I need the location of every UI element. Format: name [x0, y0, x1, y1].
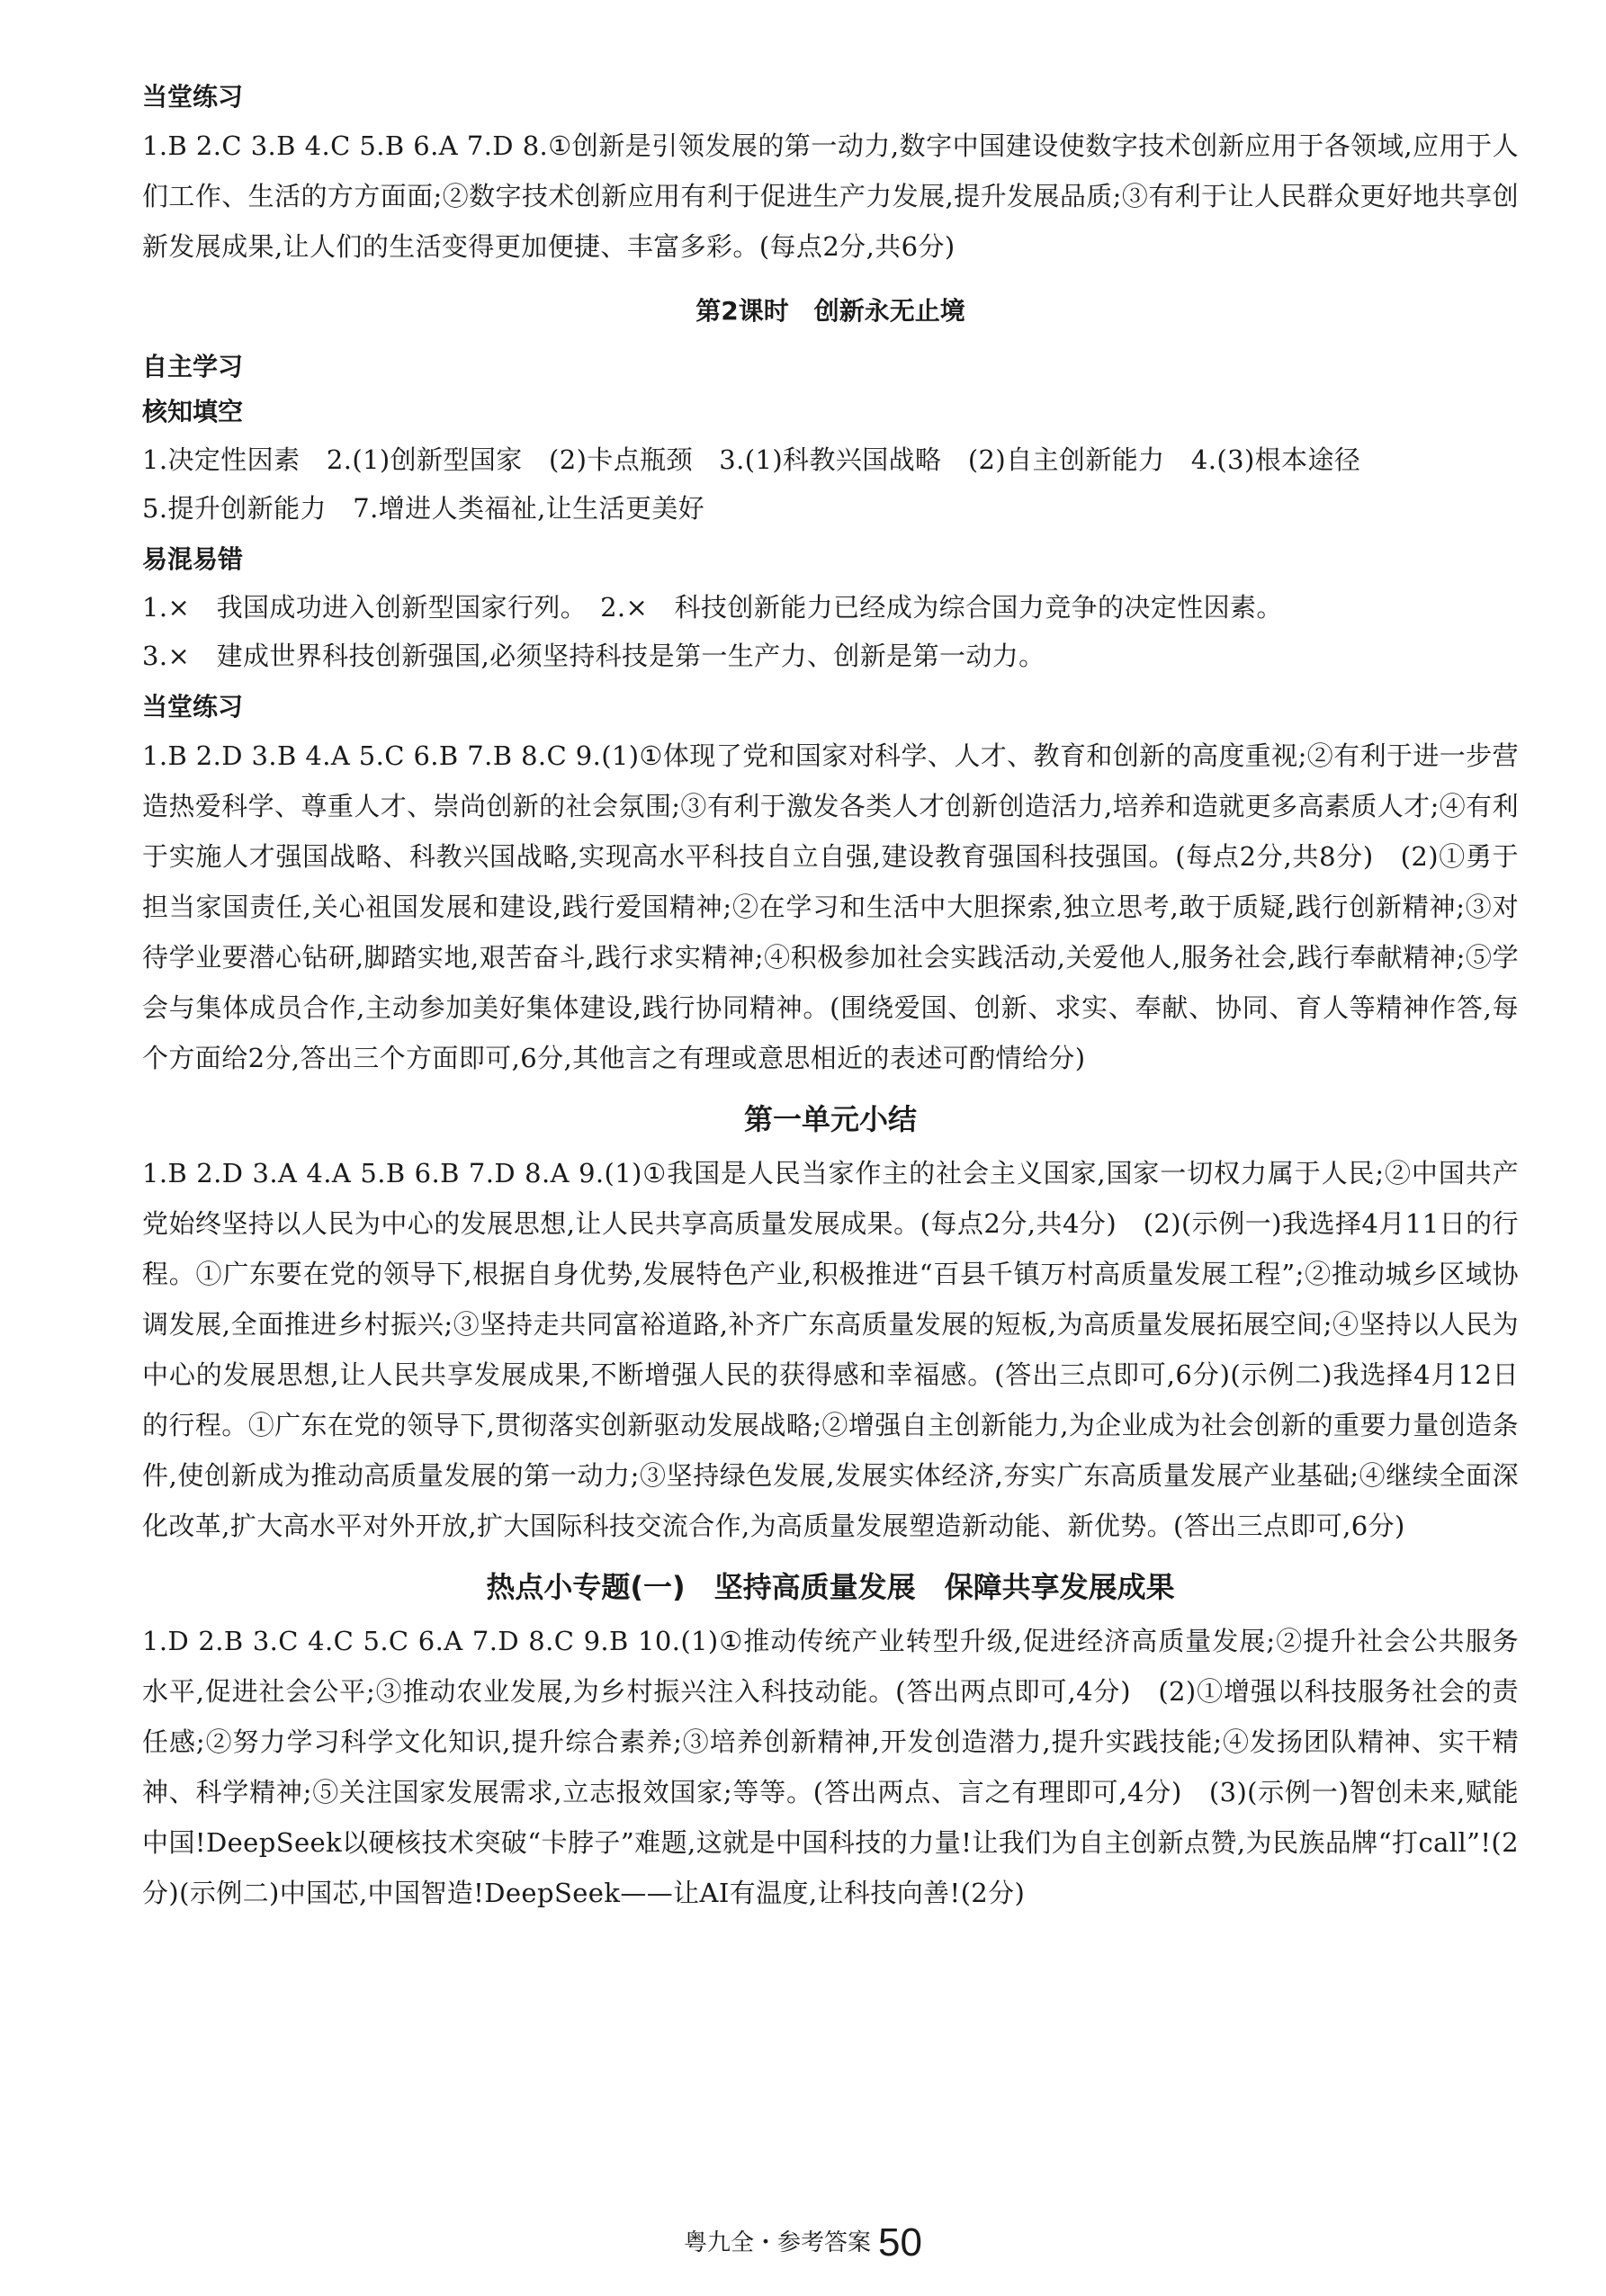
lesson-2-title: 第2课时 创新永无止境	[695, 296, 965, 326]
practice-1-answers: 1.B 2.C 3.B 4.C 5.B 6.A 7.D 8.①创新是引领发展的第一动力,数字中国建设使数字技术创新应用于各领域,应用于人们工作、生活的方方面面;②数字技术创新应用有利于促进生产力发展,提升发展品质;③有利于让人民群众更好地共享创新发展成果,让人们的生活变得更加便捷、丰富多彩。(每点2分,共6分)	[142, 130, 1519, 262]
section-label-fill-blank: 核知填空	[142, 397, 244, 426]
hot-topic-answers: 1.D 2.B 3.C 4.C 5.C 6.A 7.D 8.C 9.B 10.(1)①推动传统产业转型升级,促进经济高质量发展;②提升社会公共服务水平,促进社会公平;③推动农业发展,为乡村振兴注入科技动能。(答出两点即可,4分) (2)①增强以科技服务社会的责任感;②努力学习科学文化知识,提升综合素养;③培养创新精神,开发创造潜力,提升实践技能;④发扬团队精神、实干精神、科学精神;⑤关注国家发展需求,立志报效国家;等等。(答出两点、言之有理即可,4分) (3)(示例一)智创未来,赋能中国!DeepSeek以硬核技术突破“卡脖子”难题,这就是中国科技的力量!让我们为自主创新点赞,为民族品牌“打call”!(2分)(示例二)中国芯,中国智造!DeepSeek——让AI有温度,让科技向善!(2分)	[142, 1626, 1519, 1908]
fill-blank-line-1: 1.决定性因素 2.(1)创新型国家 (2)卡点瓶颈 3.(1)科教兴国战略 (2)自主创新能力 4.(3)根本途径	[142, 444, 1361, 475]
footer-label: 粤九全・参考答案	[684, 2229, 872, 2256]
fill-blank-line-2: 5.提升创新能力 7.增进人类福祉,让生活更美好	[142, 493, 705, 524]
practice-2-answers: 1.B 2.D 3.B 4.A 5.C 6.B 7.B 8.C 9.(1)①体现了党和国家对科学、人才、教育和创新的高度重视;②有利于进一步营造热爱科学、尊重人才、崇尚创新的社会氛围;③有利于激发各类人才创新创造活力,培养和造就更多高素质人才;④有利于实施人才强国战略、科教兴国战略,实现高水平科技自立自强,建设教育强国科技强国。(每点2分,共8分) (2)①勇于担当家国责任,关心祖国发展和建设,践行爱国精神;②在学习和生活中大胆探索,独立思考,敢于质疑,践行创新精神;③对待学业要潜心钻研,脚踏实地,艰苦奋斗,践行求实精神;④积极参加社会实践活动,关爱他人,服务社会,践行奉献精神;⑤学会与集体成员合作,主动参加美好集体建设,践行协同精神。(围绕爱国、创新、求实、奉献、协同、育人等精神作答,每个方面给2分,答出三个方面即可,6分,其他言之有理或意思相近的表述可酌情给分)	[142, 740, 1519, 1073]
confusing-line-2: 3.× 建成世界科技创新强国,必须坚持科技是第一生产力、创新是第一动力。	[142, 641, 1045, 671]
unit-1-summary-title: 第一单元小结	[743, 1102, 917, 1136]
confusing-line-1: 1.× 我国成功进入创新型国家行列。 2.× 科技创新能力已经成为综合国力竞争的决定性因素。	[142, 592, 1283, 623]
page-footer	[0, 2220, 1606, 2265]
section-label-self-study: 自主学习	[142, 352, 244, 381]
hot-topic-title: 热点小专题(一) 坚持高质量发展 保障共享发展成果	[486, 1570, 1175, 1604]
section-label-practice-2: 当堂练习	[142, 692, 244, 722]
section-label-confusing: 易混易错	[142, 544, 244, 574]
page-number: 50	[878, 2220, 922, 2265]
section-label-practice-1: 当堂练习	[142, 82, 244, 112]
unit-1-summary-answers: 1.B 2.D 3.A 4.A 5.B 6.B 7.D 8.A 9.(1)①我国是人民当家作主的社会主义国家,国家一切权力属于人民;②中国共产党始终坚持以人民为中心的发展思想,让人民共享高质量发展成果。(每点2分,共4分) (2)(示例一)我选择4月11日的行程。①广东要在党的领导下,根据自身优势,发展特色产业,积极推进“百县千镇万村高质量发展工程”;②推动城乡区域协调发展,全面推进乡村振兴;③坚持走共同富裕道路,补齐广东高质量发展的短板,为高质量发展拓展空间;④坚持以人民为中心的发展思想,让人民共享发展成果,不断增强人民的获得感和幸福感。(答出三点即可,6分)(示例二)我选择4月12日的行程。①广东在党的领导下,贯彻落实创新驱动发展战略;②增强自主创新能力,为企业成为社会创新的重要力量创造条件,使创新成为推动高质量发展的第一动力;③坚持绿色发展,发展实体经济,夯实广东高质量发展产业基础;④继续全面深化改革,扩大高水平对外开放,扩大国际科技交流合作,为高质量发展塑造新动能、新优势。(答出三点即可,6分)	[142, 1158, 1519, 1541]
answer-page	[142, 70, 1519, 1918]
